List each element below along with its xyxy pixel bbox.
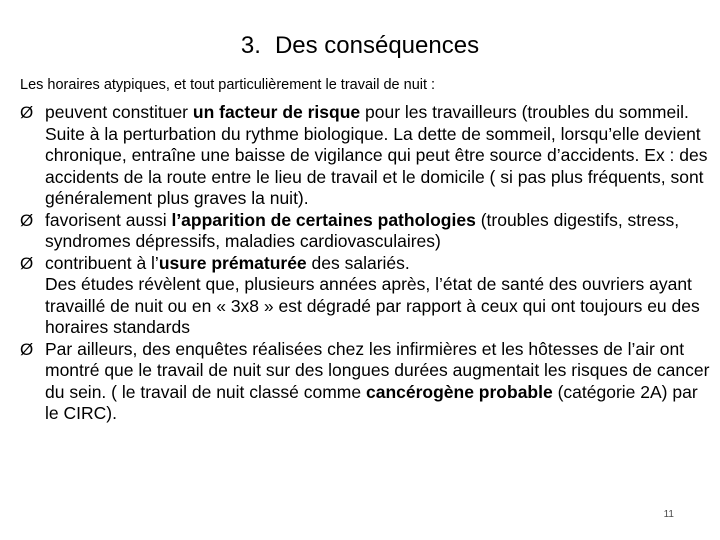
bullet-text: des salariés. [306, 252, 410, 273]
bullet-emphasis: usure prématurée [158, 252, 307, 273]
bullet-text: contribuent à l’ [45, 252, 159, 273]
slide-title [0, 30, 720, 62]
bullet-text: pour les travailleurs (troubles du sommeil. Suite à la perturbation du rythme biologique. La dette de sommeil, lorsqu’elle devient chronique, entraîne une baisse de vigilance qui peut être source d’accidents. Ex : des accidents de la route entre le lieu de travail et le domicile ( si pas plus fréquents, sont généralement plus graves la nuit). [45, 102, 708, 208]
page-number: 11 [663, 509, 674, 520]
arrow-bullet-icon: Ø [20, 253, 34, 273]
bullet-item [20, 102, 710, 210]
bullet-item [20, 339, 710, 425]
bullet-emphasis: cancérogène probable [365, 381, 553, 402]
bullet-text: (catégorie 2A) par le CIRC). [45, 381, 698, 423]
bullet-continuation: Des études révèlent que, plusieurs années après, l’état de santé des ouvriers ayant travaillé de nuit ou en « 3x8 » est dégradé par rapport à ceux qui ont toujours eu des horaires standards [45, 274, 700, 337]
arrow-bullet-icon: Ø [20, 210, 34, 230]
bullet-list [20, 102, 710, 425]
bullet-item [20, 253, 710, 275]
bullet-text: favorisent aussi [45, 209, 172, 230]
intro-text: Les horaires atypiques, et tout particulièrement le travail de nuit : [20, 77, 436, 93]
bullet-item [20, 210, 710, 253]
bullet-text: Par ailleurs, des enquêtes réalisées chez les infirmières et les hôtesses de l’air ont montré que le travail de nuit sur des longues durées augmentait les risques de cancer du sein. ( le travail de nuit classé comme [45, 338, 710, 402]
title-number: 3. [240, 32, 261, 59]
bullet-emphasis: un facteur de risque [192, 102, 361, 122]
arrow-bullet-icon: Ø [20, 103, 34, 122]
bullet-text: peuvent constituer [45, 102, 193, 122]
bullet-emphasis: l’apparition de certaines pathologies [171, 209, 476, 230]
title-text: Des conséquences [274, 32, 480, 59]
bullet-text: (troubles digestifs, stress, syndromes dépressifs, maladies cardiovasculaires) [45, 209, 680, 251]
arrow-bullet-icon: Ø [20, 339, 34, 359]
